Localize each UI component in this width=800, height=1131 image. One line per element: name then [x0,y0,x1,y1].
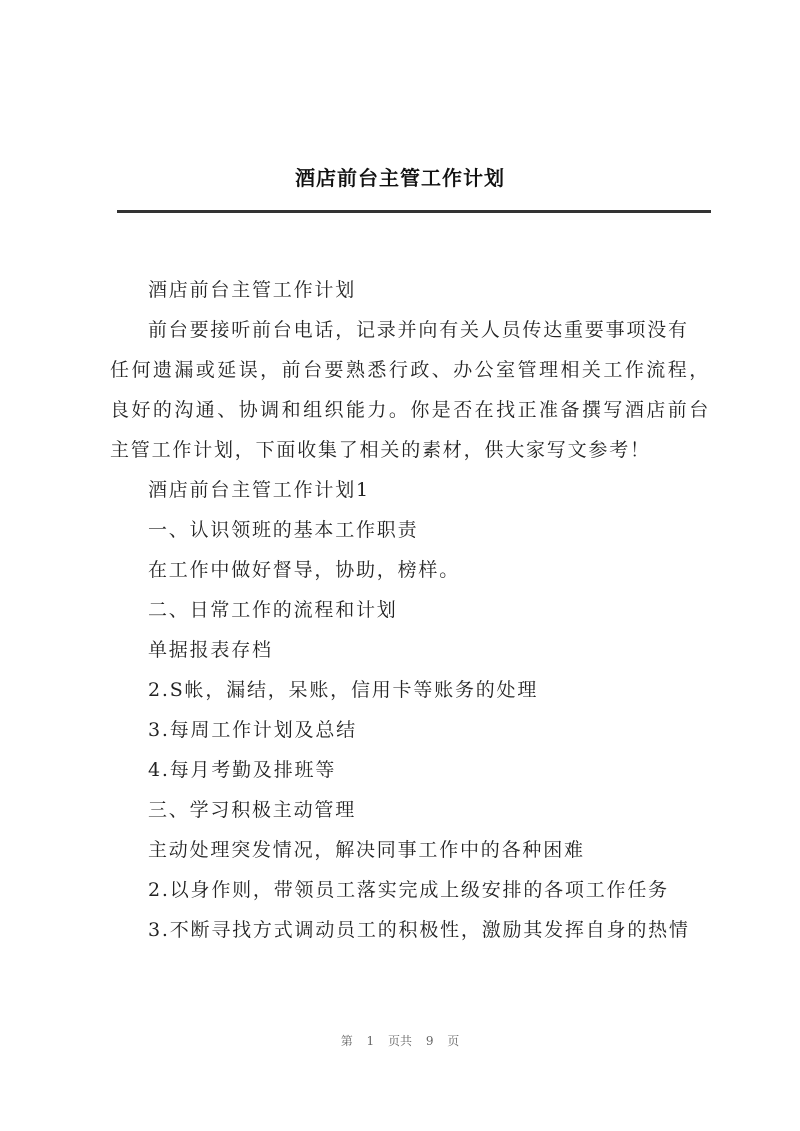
page-footer: 第 1 页共 9 页 [340,1034,460,1048]
paragraph-line: 在工作中做好督导，协助，榜样。 [148,559,461,581]
document-title: 酒店前台主管工作计划 [295,166,505,190]
paragraph-line: 主管工作计划，下面收集了相关的素材，供大家写文参考！ [110,439,651,461]
paragraph-line: 前台要接听前台电话，记录并向有关人员传达重要事项没有 [148,319,689,341]
list-item: 主动处理突发情况，解决同事工作中的各种困难 [148,839,585,861]
paragraph-line: 任何遗漏或延误，前台要熟悉行政、办公室管理相关工作流程， [110,359,710,381]
list-item: 3.不断寻找方式调动员工的积极性，激励其发挥自身的热情 [148,919,690,941]
paragraph-line: 酒店前台主管工作计划 [148,279,357,301]
title-divider [117,210,711,213]
list-heading: 三、学习积极主动管理 [148,799,357,821]
list-item: 单据报表存档 [148,639,273,661]
section-heading: 酒店前台主管工作计划1 [148,479,370,501]
list-item: 4.每月考勤及排班等 [148,759,337,781]
list-item: 2.以身作则，带领员工落实完成上级安排的各项工作任务 [148,879,669,901]
document-body [110,270,710,950]
list-item: 2.S帐，漏结，呆账，信用卡等账务的处理 [148,679,539,701]
list-heading: 一、认识领班的基本工作职责 [148,519,419,541]
list-heading: 二、日常工作的流程和计划 [148,599,398,621]
list-item: 3.每周工作计划及总结 [148,719,357,741]
paragraph-line: 良好的沟通、协调和组织能力。你是否在找正准备撰写酒店前台 [110,399,710,421]
